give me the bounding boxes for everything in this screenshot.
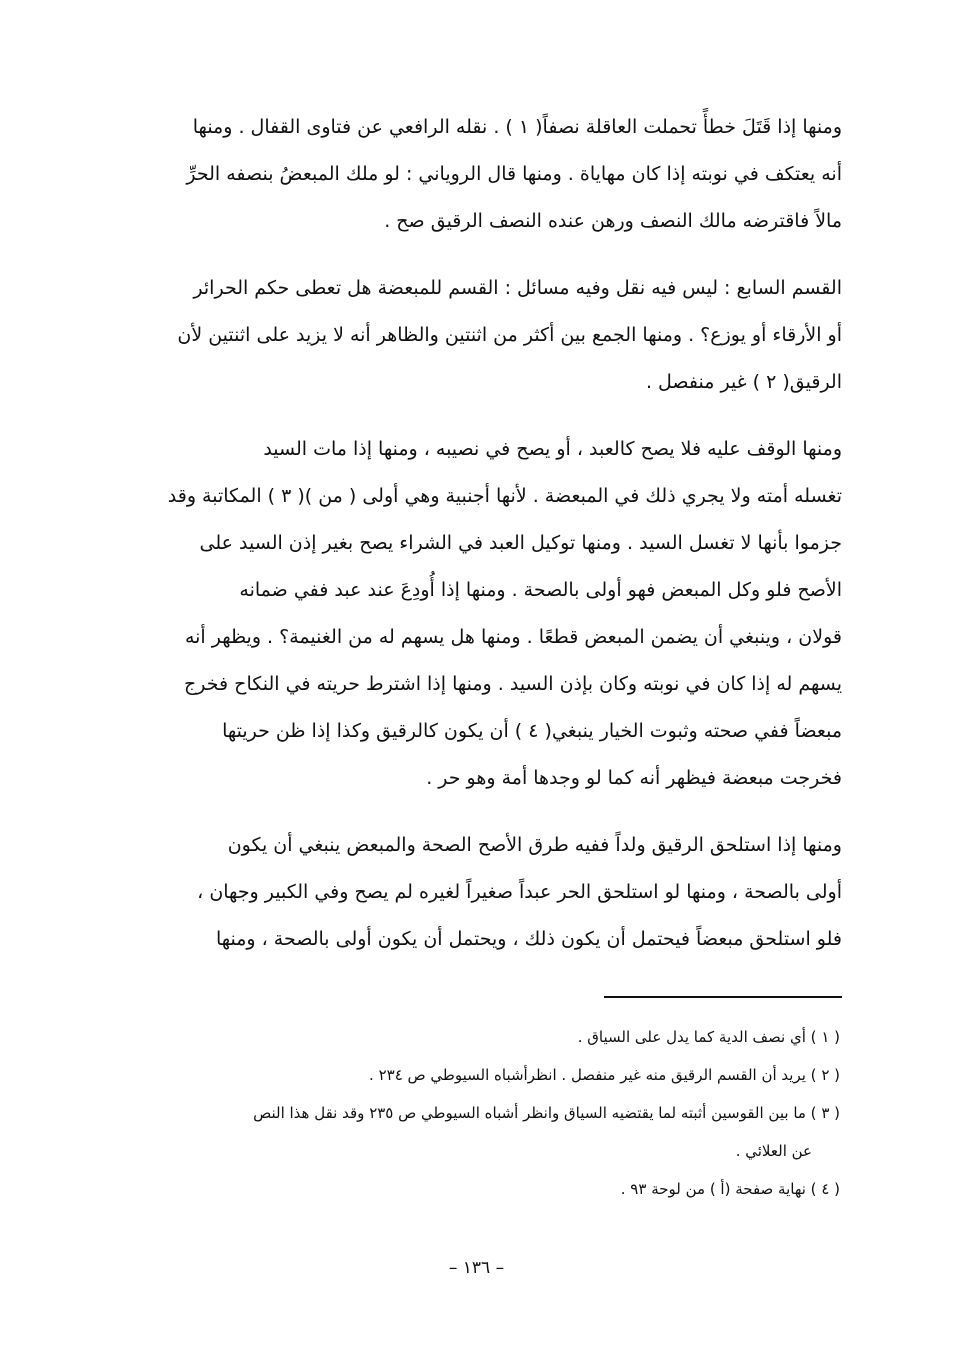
text-line: فلو استلحق مبعضاً فيحتمل أن يكون ذلك ، ويحتمل أن يكون أولى بالصحة ، ومنها bbox=[215, 928, 842, 950]
page-body bbox=[100, 104, 842, 983]
text-line: ومنها الوقف عليه فلا يصح كالعبد ، أو يصح في نصيبه ، ومنها إذا مات السيد bbox=[263, 438, 842, 460]
text-line: القسم السابع : ليس فيه نقل وفيه مسائل : القسم للمبعضة هل تعطى حكم الحرائر bbox=[193, 277, 842, 299]
paragraph-3 bbox=[100, 426, 842, 802]
page-number: – ١٣٦ – bbox=[448, 1258, 505, 1278]
footnotes bbox=[100, 1018, 840, 1208]
text-line: فخرجت مبعضة فيظهر أنه كما لو وجدها أمة وهو حر . bbox=[426, 767, 842, 789]
text-line: تغسله أمته ولا يجري ذلك في المبعضة . لأنها أجنبية وهي أولى ( من )( ٣ ) المكاتبة وقد bbox=[167, 485, 842, 507]
text-line: أو الأرقاء أو يوزع؟ . ومنها الجمع بين أكثر من اثنتين والظاهر أنه لا يزيد على اثنتين لأن bbox=[177, 324, 842, 346]
paragraph-2 bbox=[100, 265, 842, 406]
text-line: ومنها إذا قَتَلَ خطأً تحملت العاقلة نصفاً( ١ ) . نقله الرافعي عن فتاوى القفال . ومنها bbox=[192, 116, 842, 138]
text-line: الرقيق( ٢ ) غير منفصل . bbox=[645, 371, 842, 393]
text-line: أولى بالصحة ، ومنها لو استلحق الحر عبداً صغيراً لغيره لم يصح وفي الكبير وجهان ، bbox=[197, 881, 842, 903]
text-line: يسهم له إذا كان في نوبته وكان بإذن السيد . ومنها إذا اشترط حريته في النكاح فخرج bbox=[184, 673, 842, 695]
footnote-3: ( ٣ ) ما بين القوسين أثبته لما يقتضيه السياق وانظر أشباه السيوطي ص ٢٣٥ وقد نقل هذا النص bbox=[253, 1104, 840, 1122]
paragraph-4 bbox=[100, 822, 842, 963]
text-line: ومنها إذا استلحق الرقيق ولداً ففيه طرق الأصح الصحة والمبعض ينبغي أن يكون bbox=[227, 834, 842, 856]
text-line: أنه يعتكف في نوبته إذا كان مهاياة . ومنها قال الروياني : لو ملك المبعضُ بنصفه الحرِّ bbox=[186, 163, 842, 185]
footnote-3-continuation: عن العلائي . bbox=[735, 1142, 812, 1160]
text-line: مبعضاً ففي صحته وثبوت الخيار ينبغي( ٤ ) أن يكون كالرقيق وكذا إذا ظن حريتها bbox=[222, 720, 842, 742]
footnote-1: ( ١ ) أي نصف الدية كما يدل على السياق . bbox=[577, 1028, 840, 1046]
text-line: مالاً فاقترضه مالك النصف ورهن عنده النصف الرقيق صح . bbox=[384, 210, 842, 232]
footnote-2: ( ٢ ) يريد أن القسم الرقيق منه غير منفصل . انظرأشباه السيوطي ص ٢٣٤ . bbox=[369, 1066, 840, 1084]
text-line: قولان ، وينبغي أن يضمن المبعض قطعًا . ومنها هل يسهم له من الغنيمة؟ . ويظهر أنه bbox=[184, 626, 842, 648]
footnote-separator bbox=[604, 996, 842, 998]
paragraph-1 bbox=[100, 104, 842, 245]
text-line: جزموا بأنها لا تغسل السيد . ومنها توكيل العبد في الشراء يصح بغير إذن السيد على bbox=[199, 532, 842, 554]
footnote-4: ( ٤ ) نهاية صفحة (أ ) من لوحة ٩٣ . bbox=[620, 1180, 840, 1198]
text-line: الأصح فلو وكل المبعض فهو أولى بالصحة . ومنها إذا أُودِعَ عند عبد ففي ضمانه bbox=[239, 579, 842, 601]
